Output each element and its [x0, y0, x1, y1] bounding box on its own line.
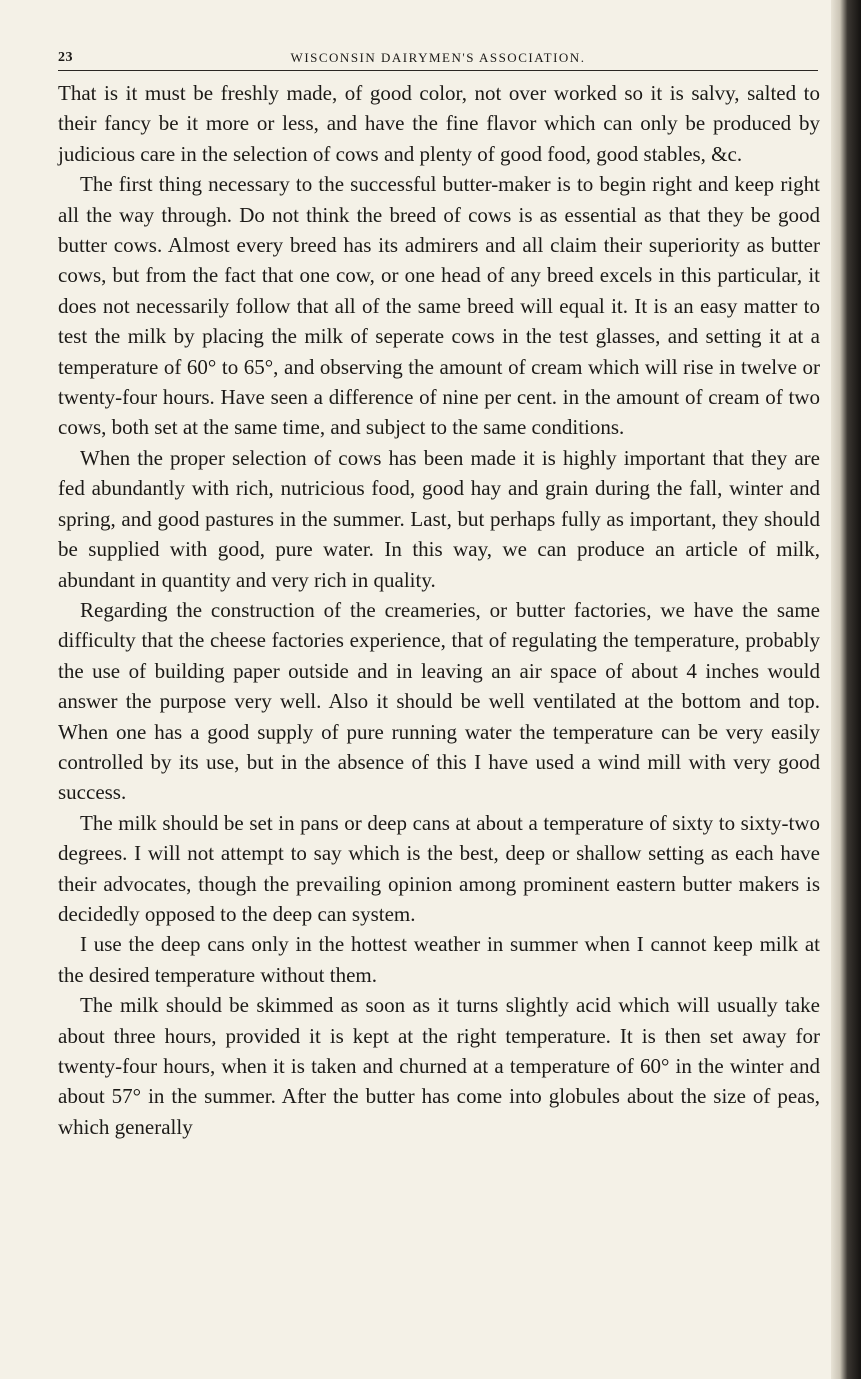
page-edge-shadow — [831, 0, 861, 1379]
running-head: WISCONSIN DAIRYMEN'S ASSOCIATION. — [290, 50, 586, 65]
paragraph-7: The milk should be skimmed as soon as it turns slightly acid which will usually take about three hours, provided it is kept at the right temperature. It is then set away for twenty-four hours, when it is taken and churned at a temperature of 60° in the winter and about 57° in the summer. After the butter has come into globules about the size of peas, which generally — [58, 993, 820, 1139]
paragraph-6: I use the deep cans only in the hottest weather in summer when I cannot keep milk at the desired temperature without them. — [58, 932, 820, 987]
paragraph-3: When the proper selection of cows has been made it is highly important that they are fed abundantly with rich, nutricious food, good hay and grain during the fall, winter and spring, and good pastures in the summer. Last, but perhaps fully as important, they should be supplied with good, pure water. In this way, we can produce an article of milk, abundant in quantity and very rich in quality. — [58, 445, 820, 592]
body-text — [58, 78, 820, 1142]
page-number: 23 — [58, 50, 73, 65]
paragraph-5: The milk should be set in pans or deep cans at about a temperature of sixty to sixty-two degrees. I will not attempt to say which is the best, deep or shallow setting as each have their advocates, though the prevailing opinion among prominent eastern butter makers is decidedly opposed to the deep can system. — [58, 810, 820, 926]
paragraph-1: That is it must be freshly made, of good color, not over worked so it is salvy, salted to their fancy be it more or less, and have the fine flavor which can only be produced by judicious care in the selection of cows and plenty of good food, good stables, &c. — [58, 81, 820, 166]
page-header — [58, 48, 818, 71]
paragraph-2: The first thing necessary to the successful butter-maker is to begin right and keep right all the way through. Do not think the breed of cows is as essential as that they be good butter cows. Almost every breed has its admirers and all claim their superiority as butter cows, but from the fact that one cow, or one head of any breed excels in this particular, it does not necessarily follow that all of the same breed will equal it. It is an easy matter to test the milk by placing the milk of seperate cows in the test glasses, and setting it at a temperature of 60° to 65°, and observing the amount of cream which will rise in twelve or twenty-four hours. Have seen a difference of nine per cent. in the amount of cream of two cows, both set at the same time, and subject to the same conditions. — [58, 172, 820, 440]
paragraph-4: Regarding the construction of the creameries, or butter factories, we have the same difficulty that the cheese factories experience, that of regulating the temperature, probably the use of building paper outside and in leaving an air space of about 4 inches would answer the purpose very well. Also it should be well ventilated at the bottom and top. When one has a good supply of pure running water the temperature can be very easily controlled by its use, but in the absence of this I have used a wind mill with very good success. — [58, 597, 820, 805]
